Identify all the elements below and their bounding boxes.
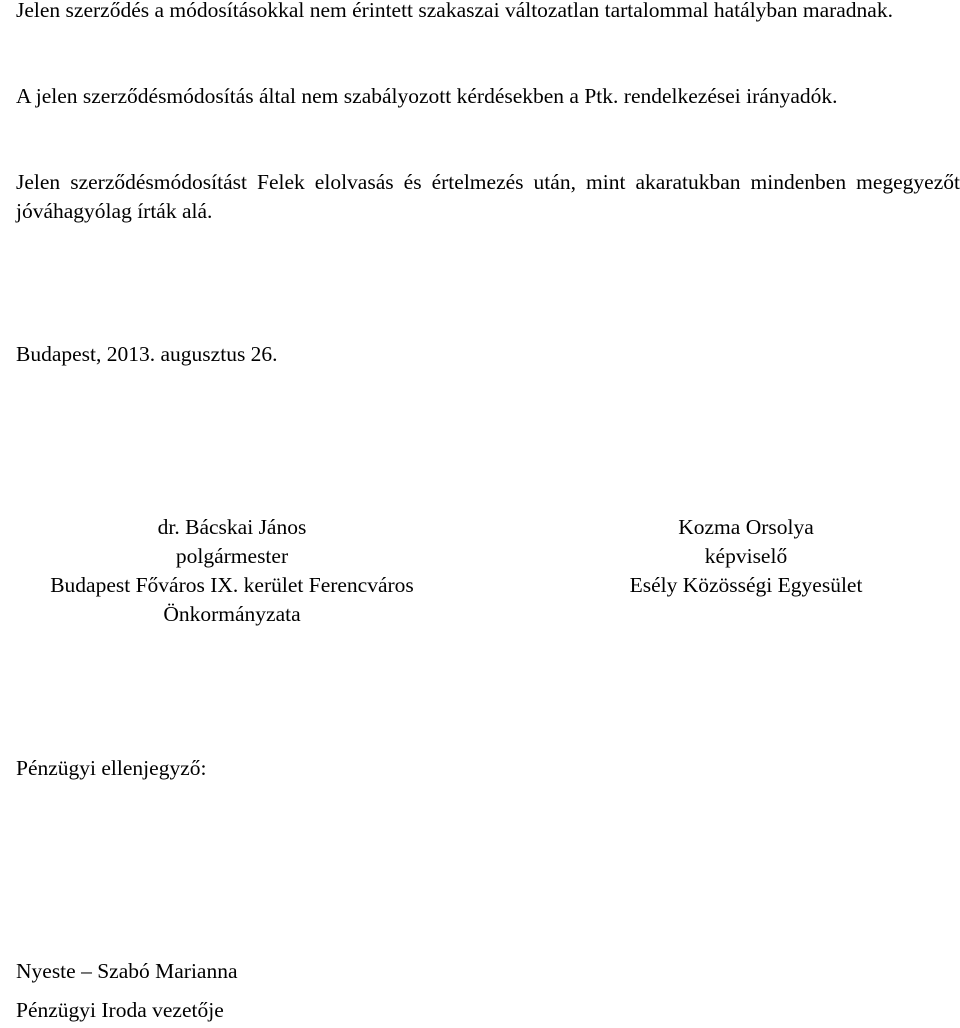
place-and-date: Budapest, 2013. augusztus 26. bbox=[16, 342, 278, 366]
countersign-name: Nyeste – Szabó Marianna bbox=[16, 959, 238, 983]
countersign-label: Pénzügyi ellenjegyző: bbox=[16, 756, 207, 780]
signatory-organization: Budapest Főváros IX. kerület Ferencváros bbox=[50, 573, 414, 597]
paragraph-signing-statement: Jelen szerződésmódosítást Felek elolvasás és értelmezés után, mint akaratukban mindenben megegyezőt jóváhagyólag írták alá. bbox=[16, 170, 960, 223]
signatory-name: Kozma Orsolya bbox=[678, 515, 814, 539]
signature-block-right bbox=[560, 513, 932, 600]
signatory-title: képviselő bbox=[704, 544, 788, 568]
signatory-organization-cont: Önkormányzata bbox=[163, 602, 301, 626]
paragraph-unchanged-sections: Jelen szerződés a módosításokkal nem érintett szakaszai változatlan tartalommal hatályban maradnak. bbox=[16, 0, 893, 22]
signatory-organization: Esély Közösségi Egyesület bbox=[629, 573, 863, 597]
countersign-title: Pénzügyi Iroda vezetője bbox=[16, 998, 224, 1022]
signatory-name: dr. Bácskai János bbox=[157, 515, 307, 539]
paragraph-civil-code: A jelen szerződésmódosítás által nem szabályozott kérdésekben a Ptk. rendelkezései irányadók. bbox=[16, 84, 838, 108]
signature-block-left bbox=[0, 513, 464, 629]
signatory-title: polgármester bbox=[175, 544, 289, 568]
